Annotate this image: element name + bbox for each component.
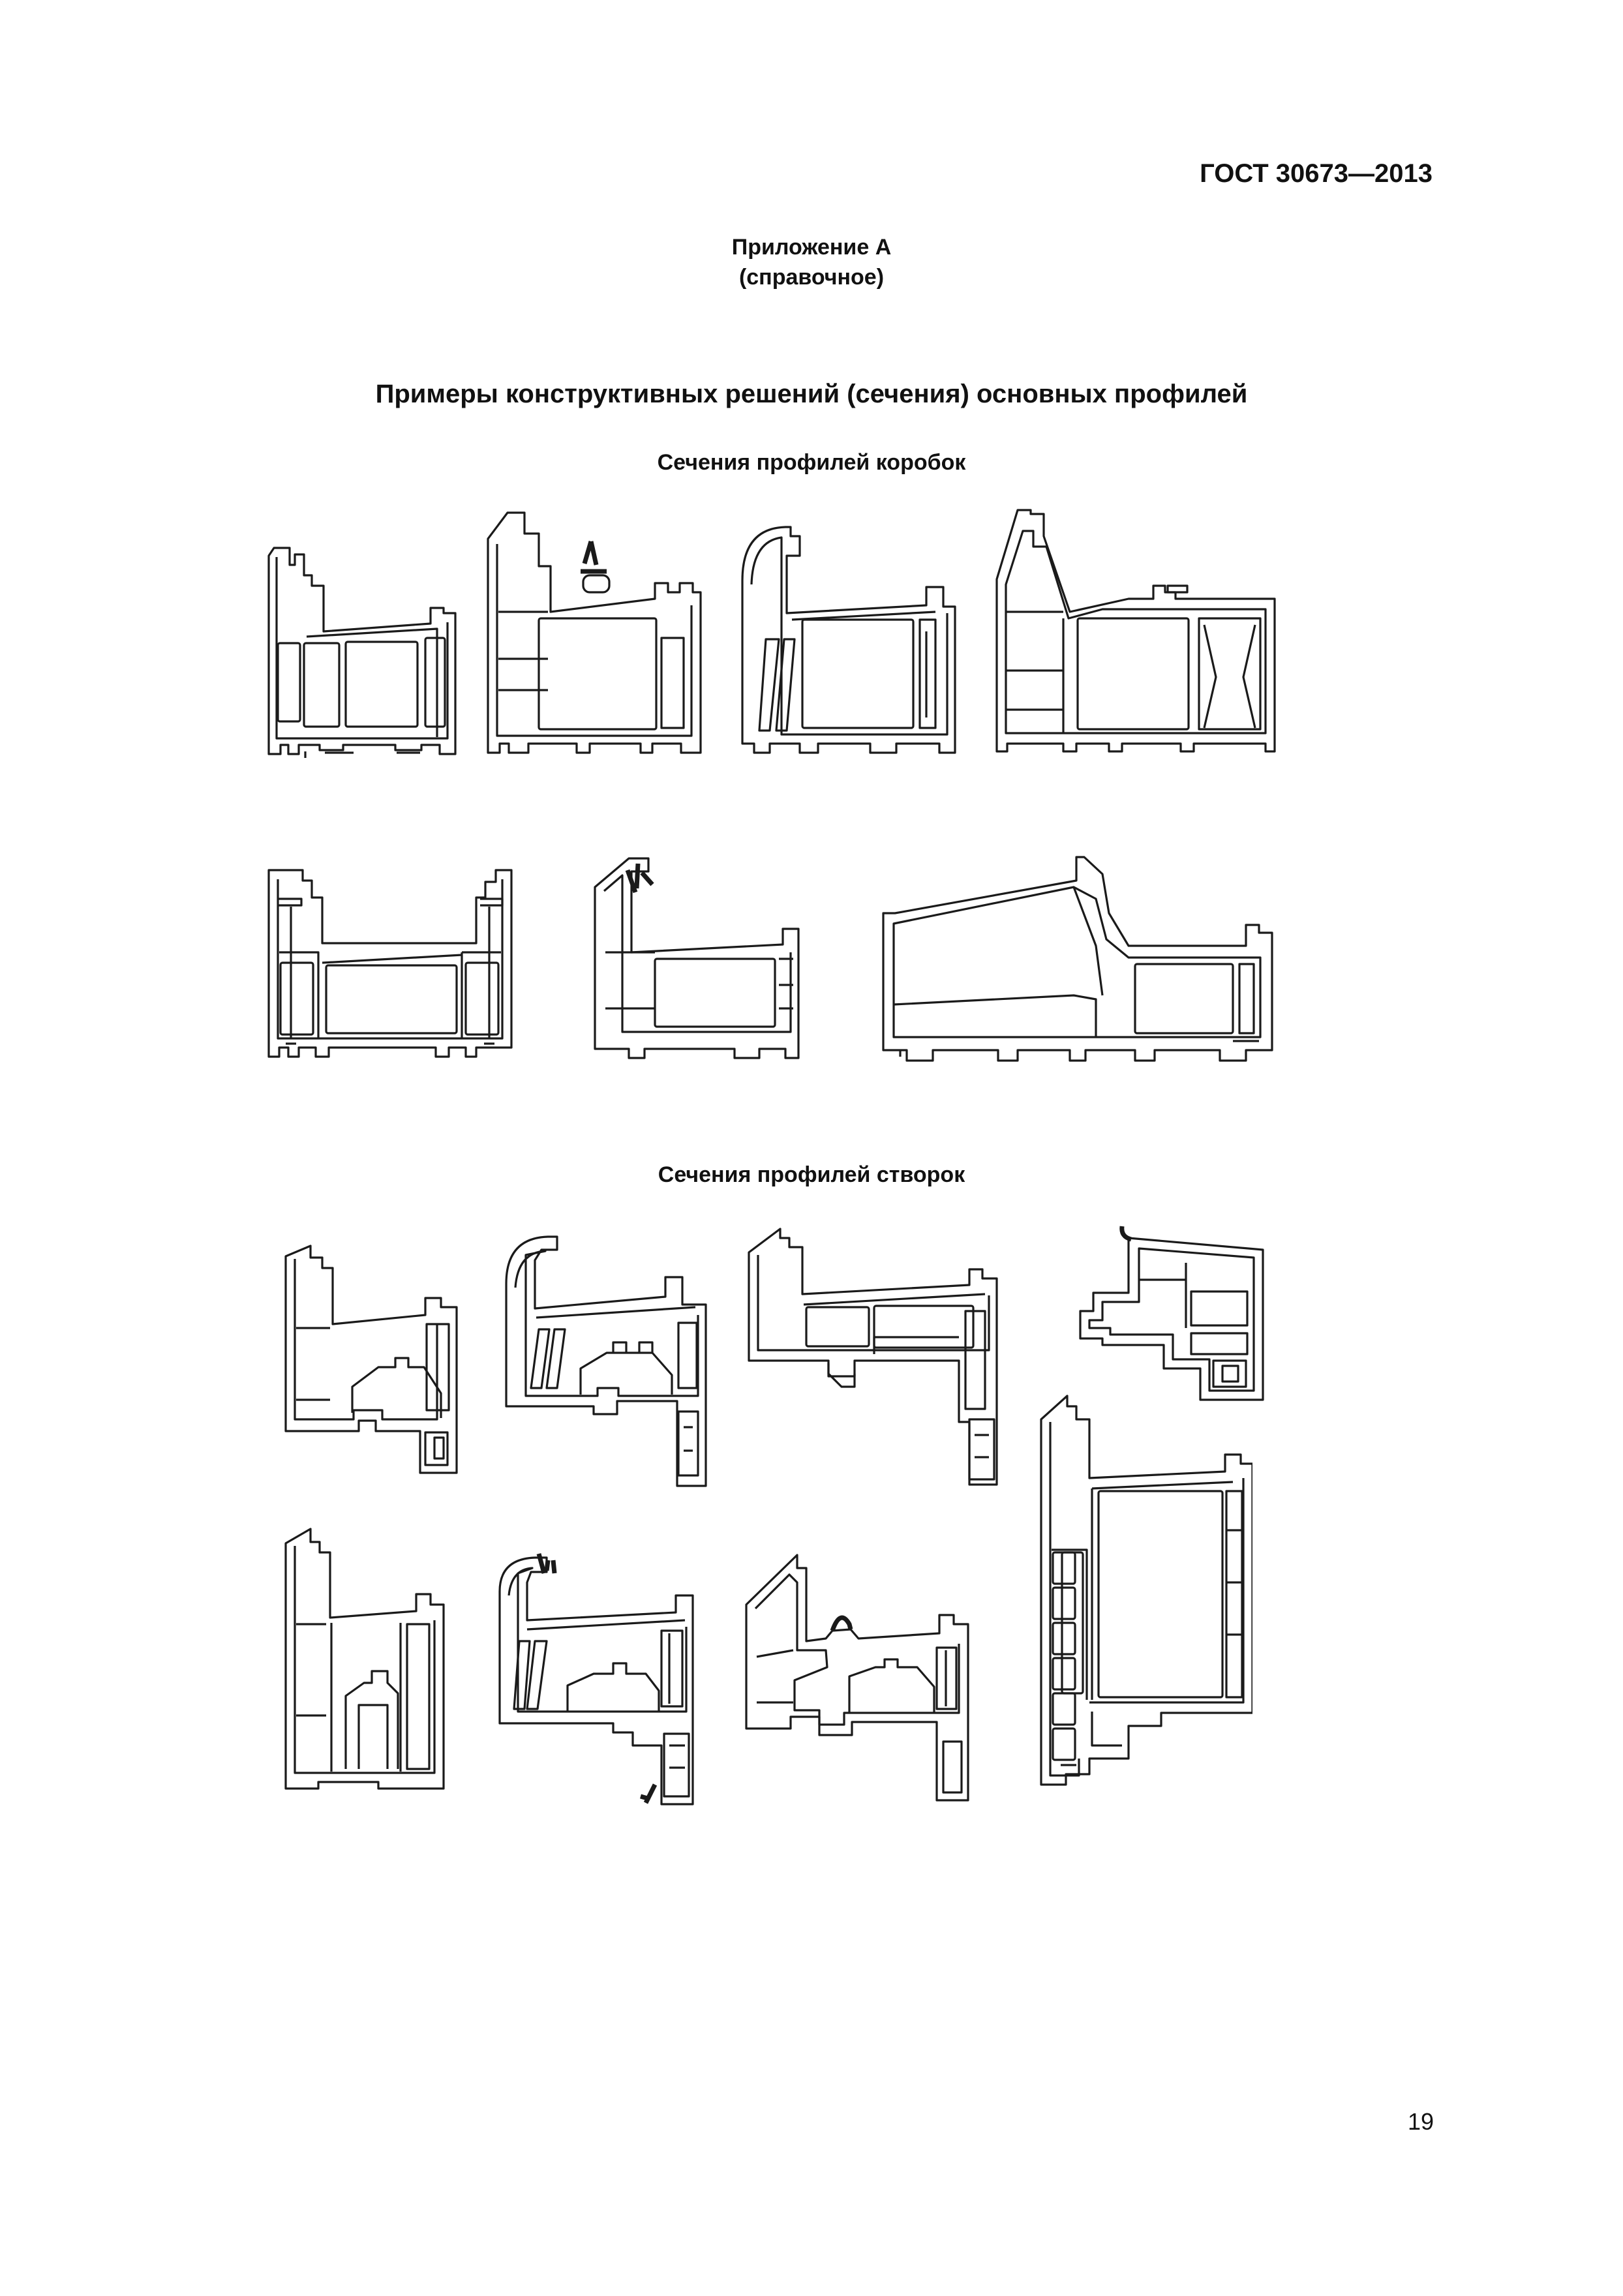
sash-profile-3	[744, 1226, 1018, 1491]
frame-profile-2	[485, 507, 707, 759]
document-standard-number: ГОСТ 30673—2013	[1200, 159, 1433, 188]
frames-section-heading: Сечения профилей коробок	[657, 450, 966, 475]
appendix-heading	[0, 232, 1623, 292]
sash-profile-4	[1070, 1224, 1272, 1406]
sash-profile-5	[281, 1526, 457, 1795]
sash-profile-8	[1037, 1393, 1252, 1798]
frame-profile-3	[740, 522, 962, 759]
sash-profile-6	[496, 1552, 705, 1811]
page-number: 19	[1407, 2108, 1434, 2135]
sash-profile-7	[741, 1552, 1015, 1808]
appendix-label: Приложение А	[731, 235, 892, 260]
sashes-section-heading: Сечения профилей створок	[658, 1162, 965, 1187]
frame-profile-4	[992, 507, 1279, 759]
frame-profile-6	[590, 854, 809, 1065]
sash-profile-2	[502, 1231, 711, 1492]
appendix-kind: (справочное)	[738, 265, 885, 290]
frame-profile-7	[881, 848, 1285, 1070]
page-title: Примеры конструктивных решений (сечения) основных профилей	[375, 380, 1248, 408]
sash-profile-1	[281, 1243, 470, 1479]
frame-profile-5	[266, 868, 514, 1063]
frame-profile-1	[266, 545, 462, 761]
